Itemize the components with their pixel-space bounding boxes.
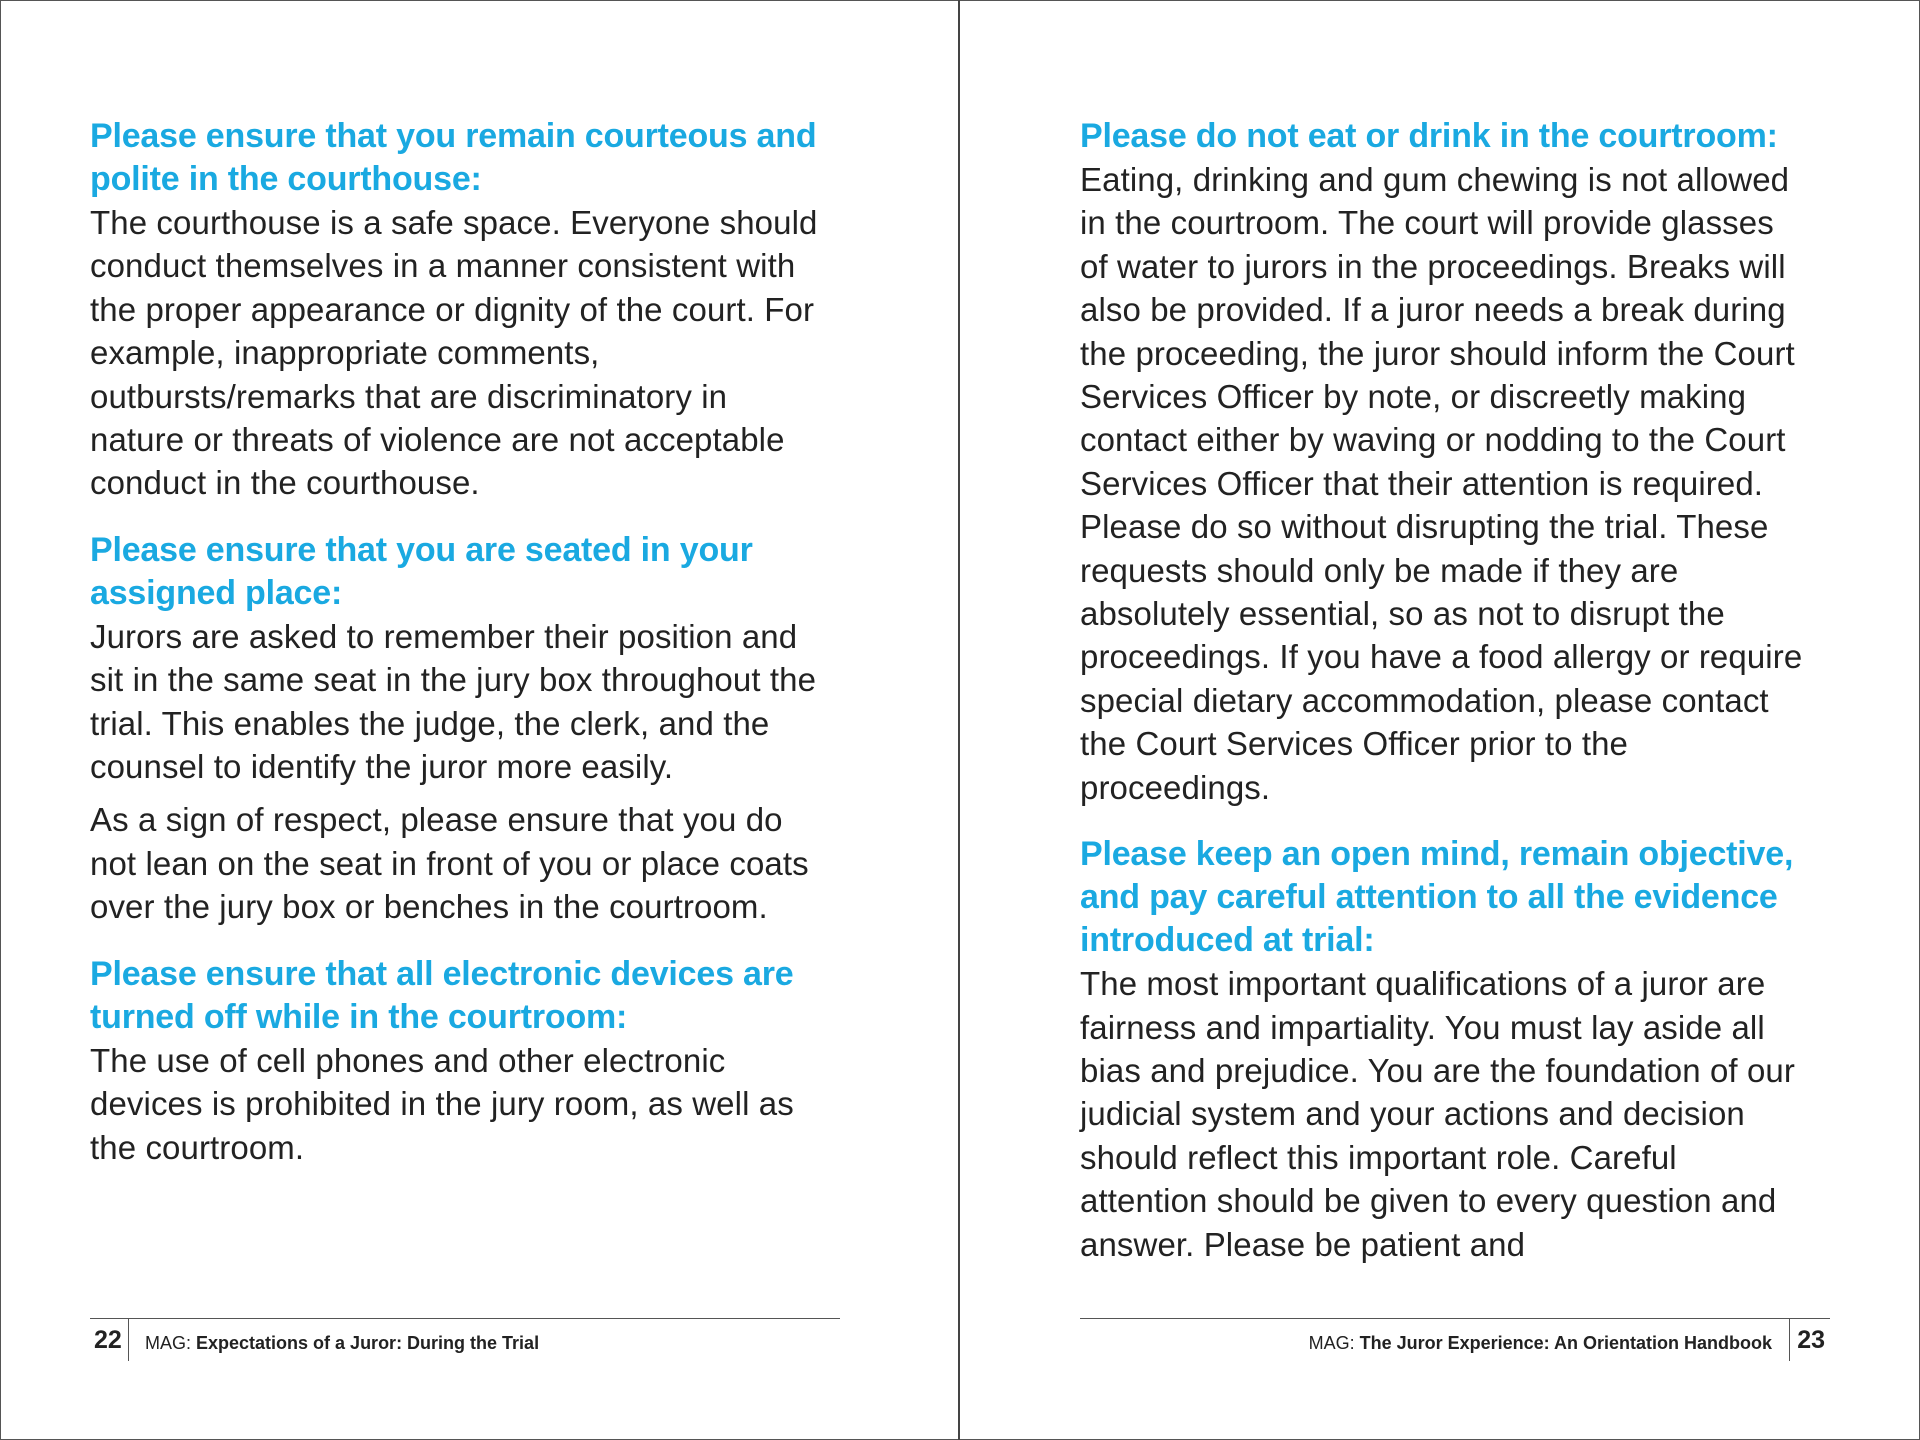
section-paragraph: The use of cell phones and other electronic devices is prohibited in the jury room, as well as the courtroom. xyxy=(90,1041,794,1166)
running-title xyxy=(145,1332,539,1354)
right-page-content xyxy=(1080,115,1810,1290)
running-title-text: The Juror Experience: An Orientation Handbook xyxy=(1359,1333,1772,1353)
section-courteous xyxy=(90,115,820,505)
section-electronic-devices xyxy=(90,953,820,1169)
section-heading: Please keep an open mind, remain objective, and pay careful attention to all the evidence introduced at trial: xyxy=(1080,835,1794,960)
section-heading: Please ensure that you are seated in your assigned place: xyxy=(90,530,753,612)
section-eat-drink xyxy=(1080,115,1810,809)
left-page xyxy=(0,0,958,1440)
left-page-content xyxy=(90,115,820,1193)
running-title-prefix: MAG: xyxy=(145,1333,197,1353)
right-page-footer xyxy=(1080,1318,1830,1361)
section-heading: Please ensure that you remain courteous and polite in the courthouse: xyxy=(90,117,817,198)
section-paragraph: Eating, drinking and gum chewing is not allowed in the courtroom. The court will provide glasses of water to jurors in the proceedings. Breaks will also be provided. If a juror needs a break during the proceeding, the juror should inform the Court Services Officer by note, or discreetly making contact either by waving or nodding to the Court Services Officer that their attention is required. Please do so without disrupting the trial. These requests should only be made if they are absolutely essential, so as not to disrupt the proceedings. If you have a food allergy or require special dietary accommodation, please contact the Court Services Officer prior to the proceedings. xyxy=(1080,161,1803,806)
page-number: 23 xyxy=(1797,1326,1825,1354)
section-heading: Please ensure that all electronic devices are turned off while in the courtroom: xyxy=(90,954,794,1036)
running-title-prefix: MAG: xyxy=(1308,1333,1360,1353)
page-number: 22 xyxy=(94,1326,122,1354)
footer-divider xyxy=(128,1319,129,1361)
section-paragraph: As a sign of respect, please ensure that you do not lean on the seat in front of you or place coats over the jury box or benches in the courtroom. xyxy=(90,801,809,926)
section-paragraph: The courthouse is a safe space. Everyone should conduct themselves in a manner consistent with the proper appearance or dignity of the court. For example, inappropriate comments, outbursts/remarks that are discriminatory in nature or threats of violence are not acceptable conduct in the courthouse. xyxy=(90,204,818,502)
section-paragraph: The most important qualifications of a juror are fairness and impartiality. You must lay aside all bias and prejudice. You are the foundation of our judicial system and your actions and decision should reflect this important role. Careful attention should be given to every question and answer. Please be patient and xyxy=(1080,965,1795,1263)
right-page xyxy=(960,0,1920,1440)
running-title-text: Expectations of a Juror: During the Trial xyxy=(196,1333,540,1353)
section-open-mind xyxy=(1080,833,1810,1266)
left-page-footer xyxy=(90,1318,840,1361)
section-heading: Please do not eat or drink in the courtroom: xyxy=(1080,117,1778,155)
section-paragraph: Jurors are asked to remember their position and sit in the same seat in the jury box throughout the trial. This enables the judge, the clerk, and the counsel to identify the juror more easily. xyxy=(90,617,817,786)
section-seated xyxy=(90,529,820,929)
running-title xyxy=(1309,1332,1772,1354)
footer-divider xyxy=(1789,1319,1790,1361)
